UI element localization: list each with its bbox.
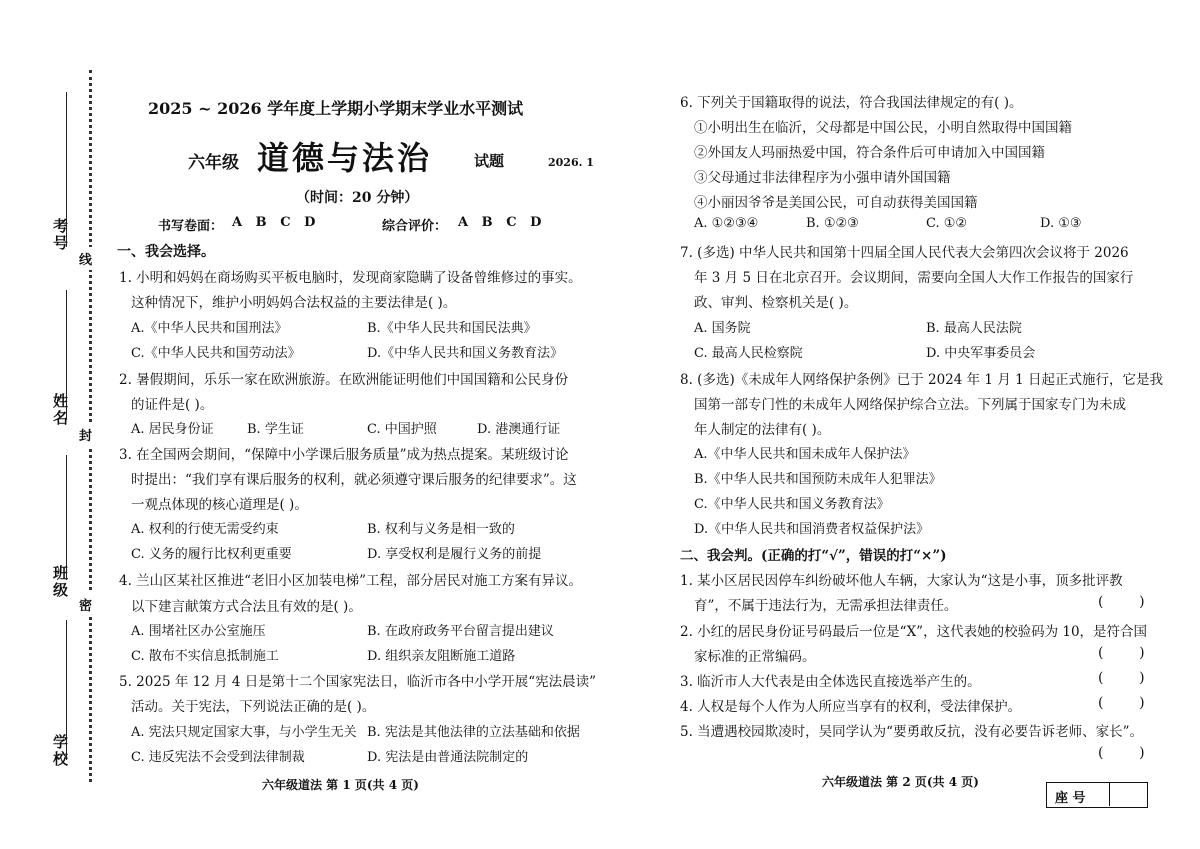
q3-line1: 3. 在全国两会期间，“保障中小学课后服务质量”成为热点提案。某班级讨论: [119, 447, 569, 463]
q5-option-c[interactable]: C. 违反宪法不会受到法律制裁: [131, 750, 305, 765]
xuexiao-label: 学校: [51, 734, 69, 768]
q1-line2: 这种情况下，维护小明妈妈合法权益的主要法律是( )。: [131, 295, 457, 311]
judge3-blank[interactable]: ( ): [1098, 670, 1145, 686]
seat-number-label: 座 号: [1055, 791, 1086, 806]
q7-option-d[interactable]: D. 中央军事委员会: [926, 346, 1036, 361]
q8-option-c[interactable]: C.《中华人民共和国义务教育法》: [694, 497, 890, 512]
q5-option-d[interactable]: D. 宪法是由普通法院制定的: [367, 750, 529, 765]
writing-label: 书写卷面：: [158, 219, 224, 234]
q6-line1: 6. 下列关于国籍取得的说法，符合我国法律规定的有( )。: [680, 95, 1023, 111]
q6-statement-3: ③父母通过非法律程序为小强申请外国国籍: [694, 170, 951, 186]
q8-option-d[interactable]: D.《中华人民共和国消费者权益保护法》: [694, 522, 930, 537]
q6-statement-2: ②外国友人玛丽热爱中国，符合条件后可申请加入中国国籍: [694, 145, 1045, 161]
page1-footer: 六年级道法 第 1 页(共 4 页): [262, 778, 419, 792]
cut-mark-mi: 密: [79, 593, 92, 616]
q8-option-b[interactable]: B.《中华人民共和国预防未成年人犯罪法》: [694, 472, 942, 487]
judge2-line2: 家标准的正常编码。: [694, 649, 816, 665]
q6-option-d[interactable]: D. ①③: [1040, 216, 1082, 231]
title-suffix: 试题: [474, 152, 505, 170]
q1-option-a[interactable]: A.《中华人民共和国刑法》: [131, 321, 288, 336]
q1-line1: 1. 小明和妈妈在商场购买平板电脑时，发现商家隐瞒了设备曾维修过的事实。: [119, 270, 582, 286]
q4-line2: 以下建言献策方式合法且有效的是( )。: [131, 599, 362, 615]
judge5-blank[interactable]: ( ): [1098, 745, 1145, 761]
q3-line3: 一观点体现的核心道理是( )。: [131, 497, 308, 513]
judge1-line1: 1. 某小区居民因停车纠纷破坏他人车辆，大家认为“这是小事，顶多批评教: [680, 573, 1123, 589]
q7-option-b[interactable]: B. 最高人民法院: [926, 321, 1022, 336]
q2-line1: 2. 暑假期间，乐乐一家在欧洲旅游。在欧洲能证明他们中国国籍和公民身份: [119, 372, 569, 388]
subject-title: 道德与法治: [257, 139, 433, 177]
page2-footer: 六年级道法 第 2 页(共 4 页): [822, 775, 979, 789]
q4-line1: 4. 兰山区某社区推进“老旧小区加装电梯”工程，部分居民对施工方案有异议。: [119, 573, 582, 589]
q3-option-d[interactable]: D. 享受权利是履行义务的前提: [367, 547, 542, 562]
xingming-label: 姓名: [51, 393, 69, 427]
writing-grades[interactable]: A B C D: [232, 215, 316, 230]
q7-line3: 政、审判、检察机关是( )。: [694, 295, 858, 311]
judge5-line: 5. 当遭遇校园欺凌时，吴同学认为“要勇敢反抗，没有必要告诉老师、家长”。: [680, 724, 1143, 740]
q3-option-c[interactable]: C. 义务的履行比权利更重要: [131, 547, 292, 562]
judge3-line: 3. 临沂市人大代表是由全体选民直接选举产生的。: [680, 674, 981, 690]
q8-line3: 年人制定的法律有( )。: [694, 422, 831, 438]
grade-label: 六年级: [188, 153, 239, 173]
q2-option-c[interactable]: C. 中国护照: [367, 422, 437, 437]
overall-label: 综合评价：: [382, 219, 448, 234]
q2-option-d[interactable]: D. 港澳通行证: [477, 422, 561, 437]
q8-line1: 8. (多选)《未成年人网络保护条例》已于 2024 年 1 月 1 日起正式施行，它是我: [680, 372, 1163, 388]
q6-statement-1: ①小明出生在临沂，父母都是中国公民，小明自然取得中国国籍: [694, 120, 1072, 136]
q6-statement-4: ④小丽因爷爷是美国公民，可自动获得美国国籍: [694, 195, 978, 211]
kaohao-label: 考号: [51, 218, 69, 252]
q8-option-a[interactable]: A.《中华人民共和国未成年人保护法》: [694, 447, 916, 462]
q4-option-b[interactable]: B. 在政府政务平台留言提出建议: [367, 624, 554, 639]
section2-heading: 二、我会判。(正确的打“√”，错误的打“×”): [680, 548, 947, 564]
xingming-field[interactable]: [66, 290, 67, 420]
exam-time: （时间：20 分钟）: [296, 190, 419, 206]
q5-line1: 5. 2025 年 12 月 4 日是第十二个国家宪法日，临沂市各中小学开展“宪法晨读”: [119, 674, 597, 690]
judge1-line2: 育”，不属于违法行为，无需承担法律责任。: [694, 598, 958, 614]
q5-option-b[interactable]: B. 宪法是其他法律的立法基础和依据: [367, 725, 580, 740]
q6-option-c[interactable]: C. ①②: [926, 216, 968, 231]
q2-line2: 的证件是( )。: [131, 397, 214, 413]
q4-option-c[interactable]: C. 散布不实信息抵制施工: [131, 649, 279, 664]
q7-line2: 年 3 月 5 日在北京召开。会议期间，需要向全国人大作工作报告的国家行: [694, 270, 1134, 286]
q6-option-b[interactable]: B. ①②③: [806, 216, 859, 231]
judge1-blank[interactable]: ( ): [1098, 594, 1145, 610]
banji-label: 班级: [51, 565, 69, 599]
seat-number-box: [1046, 782, 1148, 808]
q5-option-a[interactable]: A. 宪法只规定国家大事，与小学生无关: [131, 725, 357, 740]
judge4-line: 4. 人权是每个人作为人所应当享有的权利，受法律保护。: [680, 699, 1022, 715]
exam-date: 2026. 1: [548, 156, 594, 169]
q2-option-b[interactable]: B. 学生证: [247, 422, 304, 437]
cut-mark-xian: 线: [79, 247, 92, 270]
banji-field[interactable]: [66, 455, 67, 580]
judge2-blank[interactable]: ( ): [1098, 645, 1145, 661]
q6-option-a[interactable]: A. ①②③④: [694, 216, 759, 231]
q1-option-d[interactable]: D.《中华人民共和国义务教育法》: [367, 346, 564, 361]
q3-option-a[interactable]: A. 权利的行使无需受约束: [131, 522, 279, 537]
q1-option-c[interactable]: C.《中华人民共和国劳动法》: [131, 346, 301, 361]
q1-option-b[interactable]: B.《中华人民共和国民法典》: [367, 321, 537, 336]
q8-line2: 国第一部专门性的未成年人网络保护综合立法。下列属于国家专门为未成: [694, 397, 1126, 413]
q2-option-a[interactable]: A. 居民身份证: [131, 422, 214, 437]
seat-number-field[interactable]: [1109, 783, 1148, 806]
overall-grades[interactable]: A B C D: [458, 215, 542, 230]
kaohao-field[interactable]: [66, 92, 67, 247]
judge2-line1: 2. 小红的居民身份证号码最后一位是“X”，这代表她的校验码为 10，是符合国: [680, 624, 1148, 640]
q5-line2: 活动。关于宪法，下列说法正确的是( )。: [131, 699, 376, 715]
q4-option-a[interactable]: A. 围堵社区办公室施压: [131, 624, 266, 639]
exam-title: 2025 ~ 2026 学年度上学期小学期末学业水平测试: [148, 99, 524, 118]
q7-option-c[interactable]: C. 最高人民检察院: [694, 346, 803, 361]
q3-option-b[interactable]: B. 权利与义务是相一致的: [367, 522, 515, 537]
judge4-blank[interactable]: ( ): [1098, 695, 1145, 711]
q4-option-d[interactable]: D. 组织亲友阻断施工道路: [367, 649, 516, 664]
q7-line1: 7. (多选) 中华人民共和国第十四届全国人民代表大会第四次会议将于 2026: [680, 245, 1129, 261]
xuexiao-field[interactable]: [66, 620, 67, 760]
q3-line2: 时提出：“我们享有课后服务的权利，就必须遵守课后服务的纪律要求”。这: [131, 472, 577, 488]
q7-option-a[interactable]: A. 国务院: [694, 321, 751, 336]
section1-heading: 一、我会选择。: [117, 244, 215, 260]
cut-mark-feng: 封: [79, 423, 92, 446]
